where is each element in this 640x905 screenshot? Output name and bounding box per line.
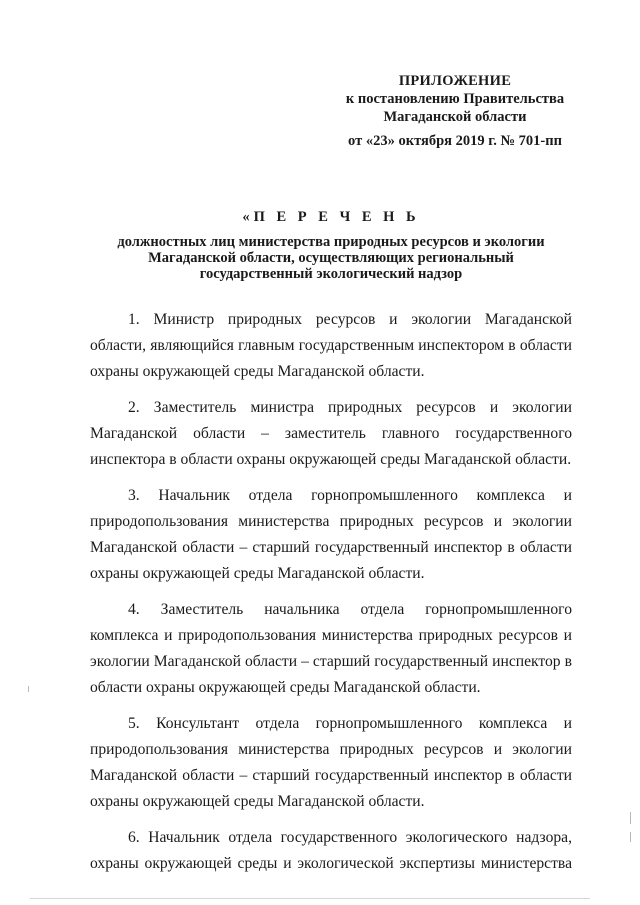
appendix-heading: ПРИЛОЖЕНИЕ bbox=[398, 73, 512, 89]
title-pere: «П Е Р Е Ч Е Н Ь bbox=[242, 209, 420, 225]
document-title bbox=[96, 209, 566, 282]
list-item-4: 4. Заместитель начальника отдела горнопромышленного комплекса и природопользования министерства природных ресурсов и экологии Магаданской области – старший государственный инспектор в области охраны окружающей среды Магаданской области. bbox=[90, 601, 572, 696]
title-line-1: должностных лиц министерства природных ресурсов и экологии bbox=[117, 234, 545, 250]
appendix-region-line: Магаданской области bbox=[383, 109, 527, 125]
list-item-3: 3. Начальник отдела горнопромышленного комплекса и природопользования министерства природных ресурсов и экологии Магаданской области – старший государственный инспектор в области охраны окружающей среды Магаданской области. bbox=[90, 487, 572, 582]
title-line-3: государственный экологический надзор bbox=[199, 266, 463, 282]
appendix-date: от «23» октября 2019 г. № 701-пп bbox=[348, 133, 562, 149]
list-item-6: 6. Начальник отдела государственного экологического надзора, охраны окружающей среды и экологической экспертизы министерства bbox=[90, 829, 572, 872]
scan-speck bbox=[630, 832, 631, 842]
title-line-2: Магаданской области, осуществляющих региональный bbox=[148, 250, 514, 266]
list-item-5: 5. Консультант отдела горнопромышленного комплекса и природопользования министерства природных ресурсов и экологии Магаданской области – старший государственный инспектор в области охраны окружающей среды Магаданской области. bbox=[90, 715, 572, 810]
scan-speck bbox=[630, 812, 631, 824]
scan-line bbox=[30, 898, 590, 899]
list-item-2: 2. Заместитель министра природных ресурсов и экологии Магаданской области – заместитель главного государственного инспектора в области охраны окружающей среды Магаданской области. bbox=[90, 399, 572, 468]
list-item-1: 1. Министр природных ресурсов и экологии Магаданской области, являющийся главным государственным инспектором в области охраны окружающей среды Магаданской области. bbox=[90, 311, 572, 380]
appendix-resolution-line: к постановлению Правительства bbox=[345, 91, 565, 107]
scan-speck bbox=[28, 686, 29, 692]
positions-list bbox=[90, 307, 572, 887]
appendix-block bbox=[330, 72, 580, 150]
